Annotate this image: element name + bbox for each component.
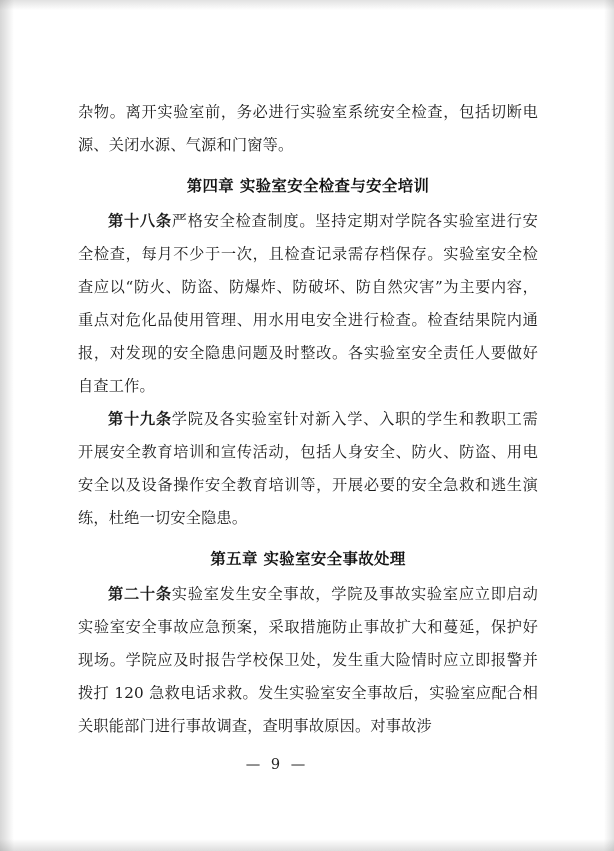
paragraph-continued: 杂物。离开实验室前，务必进行实验室系统安全检查，包括切断电源、关闭水源、气源和门窗等。 — [78, 103, 538, 154]
article-paragraph-18 — [78, 205, 538, 403]
article-text-19: 学院及各实验室针对新入学、入职的学生和教职工需开展安全教育培训和宣传活动，包括人身安全、防火、防盗、用电安全以及设备操作安全教育培训等，开展必要的安全急救和逃生演练，杜绝一切安全隐患。 — [78, 410, 538, 527]
article-text-18: 严格安全检查制度。坚持定期对学院各实验室进行安全检查，每月不少于一次，且检查记录需存档保存。实验室安全检查应以“防火、防盗、防爆炸、防破坏、防自然灾害”为主要内容，重点对危化品使用管理、用水用电安全进行检查。检查结果院内通报，对发现的安全隐患问题及时整改。各实验室安全责任人要做好自查工作。 — [78, 212, 538, 395]
article-number-20: 第二十条 — [108, 585, 172, 603]
section-heading-chapter-4: 第四章 实验室安全检查与安全培训 — [186, 177, 430, 195]
page-content — [78, 96, 538, 743]
page-edge-shadow-top — [0, 0, 614, 10]
page-edge-shadow-bottom — [0, 839, 614, 851]
page-edge-shadow-right — [604, 0, 614, 851]
article-number-19: 第十九条 — [108, 410, 172, 428]
article-number-18: 第十八条 — [108, 212, 172, 230]
page-footer — [0, 757, 614, 773]
page-number: — 9 — — [245, 757, 309, 773]
article-text-20: 实验室发生安全事故，学院及事故实验室应立即启动实验室安全事故应急预案，采取措施防止事故扩大和蔓延，保护好现场。学院应及时报告学校保卫处，发生重大险情时应立即报警并拨打 120 急救电话求救。发生实验室安全事故后，实验室应配合相关职能部门进行事故调查，查明事故原因。对事故涉 — [78, 585, 538, 735]
page-edge-shadow-left — [0, 0, 14, 851]
article-paragraph-19 — [78, 403, 538, 535]
article-paragraph-20 — [78, 578, 538, 743]
section-heading-chapter-5: 第五章 实验室安全事故处理 — [210, 550, 406, 568]
